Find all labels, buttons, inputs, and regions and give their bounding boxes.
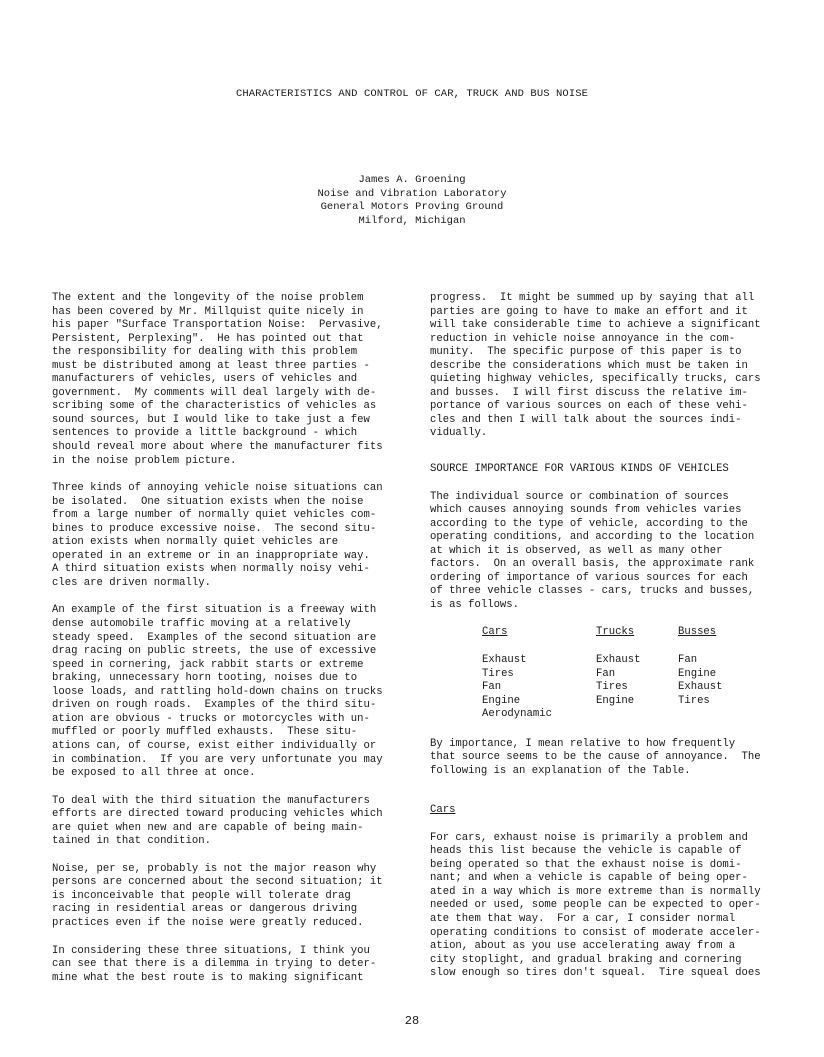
table-cell: Exhaust — [596, 654, 641, 667]
table-cell: Aerodynamic — [482, 708, 552, 721]
table-cell: Tires — [482, 667, 514, 680]
table-cell: Fan — [596, 667, 616, 680]
left-column — [52, 292, 412, 999]
author-block — [0, 174, 824, 228]
table-cell: Fan — [482, 681, 502, 694]
page-number: 28 — [404, 1014, 420, 1028]
table-row — [482, 668, 758, 682]
author-org: General Motors Proving Ground — [320, 201, 504, 214]
table-header-row — [482, 626, 758, 654]
paragraph: progress. It might be summed up by saying that all parties are going to have to make an effort and it will take considerable time to achieve a significant reduction in vehicle noise annoyance in the com- munity. The specific purpose of this paper is to describe the considerations which must be taken in quieting highway vehicles, specifically trucks, cars and busses. I will first discuss the relative im- portance of various sources on each of these vehi- cles and then I will talk about the sources indi- vidually. — [430, 292, 761, 440]
paragraph: An example of the first situation is a freeway with dense automobile traffic moving at a relatively steady speed. Examples of the second situation are drag racing on public streets, the use of excessive speed in cornering, jack rabbit starts or extreme braking, unnecessary horn tooting, noises due to loose loads, and rattling hold-down chains on trucks driven on rough roads. Examples of the third situ- ation are obvious - trucks or motorcycles with un- muffled or poorly muffled exhausts. These situ- ations can, of course, exist either individually or in combination. If you are very unfortunate you may be exposed to all three at once. — [52, 604, 383, 780]
right-column — [430, 292, 790, 995]
column-header-trucks: Trucks — [596, 626, 635, 639]
table-cell: Engine — [596, 694, 635, 707]
table-cell: Tires — [678, 694, 710, 707]
paragraph: In considering these three situations, I think you can see that there is a dilemma in trying to deter- mine what the best route is to making significant — [52, 944, 377, 984]
table-cell: Engine — [678, 667, 717, 680]
table-row — [482, 654, 758, 668]
source-importance-table — [482, 626, 758, 721]
paragraph: For cars, exhaust noise is primarily a problem and heads this list because the vehicle is capable of being operated so that the exhaust noise is domi- nant; and when a vehicle is capable of being oper- ated in a way which is more extreme than is normally needed or used, some people can be expected to oper- ate them that way. For a car, I consider normal operating conditions to consist of moderate acceler- ation, about as you use accelerating away from a city stoplight, and gradual braking and cornering slow enough so tires don't squeal. Tire squeal does — [430, 831, 761, 980]
column-header-cars: Cars — [482, 626, 508, 639]
table-cell: Exhaust — [678, 681, 723, 694]
paragraph: By importance, I mean relative to how frequently that source seems to be the cause of annoyance. The following is an explanation of the Table. — [430, 737, 761, 777]
paragraph: Three kinds of annoying vehicle noise situations can be isolated. One situation exists when the noise from a large number of normally quiet vehicles com- bines to produce excessive noise. The second situ- ation exists when normally quiet vehicles are operated in an extreme or in an inappropriate way. A third situation exists when normally noisy vehi- cles are driven normally. — [52, 482, 383, 589]
table-cell: Exhaust — [482, 654, 527, 667]
table-cell — [678, 708, 758, 722]
paragraph: The extent and the longevity of the noise problem has been covered by Mr. Millquist quite nicely in his paper "Surface Transportation Noise: Pervasive, Persistent, Perplexing". He has pointed out that the responsibility for dealing with this problem must be distributed among at least three parties - manufacturers of vehicles, users of vehicles and government. My comments will deal largely with de- scribing some of the characteristics of vehicles as sound sources, but I would like to take just a few sentences to provide a little background - which should reveal more about where the manufacturer fits in the noise problem picture. — [52, 292, 383, 467]
paragraph: To deal with the third situation the manufacturers efforts are directed toward producing vehicles which are quiet when new and are capable of being main- tained in that condition. — [52, 794, 383, 848]
paper-title: CHARACTERISTICS AND CONTROL OF CAR, TRUCK AND BUS NOISE — [235, 88, 589, 100]
subsection-heading-cars: Cars — [430, 804, 456, 817]
table-row — [482, 695, 758, 709]
author-name: James A. Groening — [358, 174, 466, 186]
table-cell — [596, 708, 678, 722]
table-cell: Fan — [678, 654, 698, 667]
table-cell: Engine — [482, 694, 521, 707]
section-heading: SOURCE IMPORTANCE FOR VARIOUS KINDS OF VEHICLES — [430, 463, 729, 476]
author-lab: Noise and Vibration Laboratory — [317, 187, 507, 200]
paragraph: The individual source or combination of sources which causes annoying sounds from vehicles varies according to the type of vehicle, according to the operating conditions, and according to the location at which it is observed, as well as many other factors. On an overall basis, the approximate rank ordering of importance of various sources for each of three vehicle classes - cars, trucks and busses, is as follows. — [430, 490, 755, 611]
paragraph: Noise, per se, probably is not the major reason why persons are concerned about the second situation; it is inconceivable that people will tolerate drag racing in residential areas or dangerous driving practices even if the noise were greatly reduced. — [52, 862, 383, 929]
table-row — [482, 681, 758, 695]
column-header-busses: Busses — [678, 626, 717, 639]
table-cell: Tires — [596, 681, 628, 694]
author-location: Milford, Michigan — [358, 214, 466, 227]
table-row — [482, 708, 758, 722]
